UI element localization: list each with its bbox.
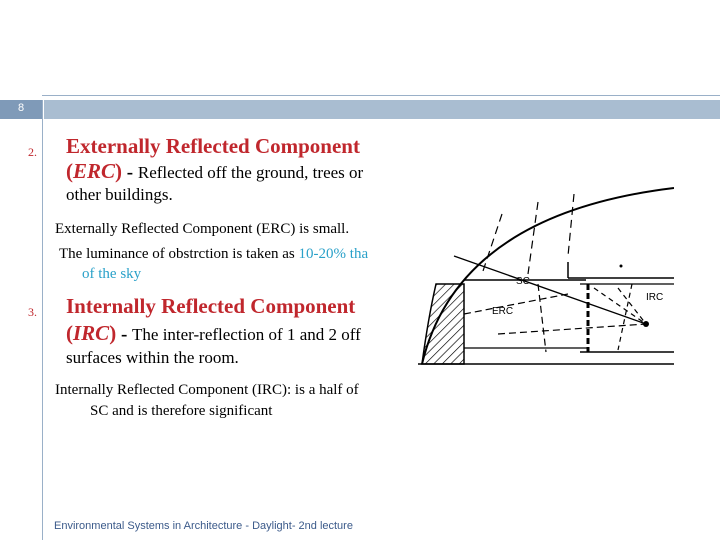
irc-heading: Internally Reflected Component bbox=[66, 294, 356, 318]
erc-heading: Externally Reflected Component bbox=[66, 134, 360, 158]
erc-dash: - bbox=[122, 162, 138, 183]
reference-point bbox=[643, 321, 649, 327]
irc-label: IRC bbox=[646, 292, 664, 303]
sky-ray bbox=[528, 202, 538, 274]
list-marker: 2. bbox=[28, 145, 37, 159]
irc-abbr-open: ( bbox=[66, 321, 73, 345]
sky-ray bbox=[482, 214, 502, 274]
slide-number: 8 bbox=[0, 100, 42, 119]
obstruction-hatch bbox=[422, 284, 464, 364]
erc-abbr-open: ( bbox=[66, 159, 73, 183]
erc-abbr: ERC bbox=[73, 159, 116, 183]
erc-ray bbox=[538, 284, 546, 352]
irc-note-line2: SC and is therefore significant bbox=[90, 403, 273, 419]
left-rule bbox=[42, 100, 43, 540]
irc-description-line1 bbox=[66, 322, 361, 346]
erc-luminance-text: The luminance of obstrction is taken as bbox=[59, 246, 299, 262]
sc-label: SC bbox=[516, 276, 530, 287]
erc-ray bbox=[498, 324, 646, 334]
erc-label: ERC bbox=[492, 306, 514, 317]
daylight-components-diagram bbox=[418, 184, 674, 376]
irc-note-line1: Internally Reflected Component (IRC): is a half of bbox=[55, 382, 359, 398]
sky-point bbox=[620, 265, 623, 268]
irc-ray bbox=[594, 288, 646, 324]
erc-note-luminance bbox=[59, 244, 368, 265]
irc-abbr-close: ) bbox=[109, 321, 117, 345]
sky-ray bbox=[568, 194, 574, 256]
sc-ray bbox=[454, 256, 646, 324]
erc-luminance-percent: 10-20% tha bbox=[298, 246, 369, 262]
list-marker: 3. bbox=[28, 305, 37, 319]
erc-desc-part2: other buildings. bbox=[66, 185, 173, 204]
erc-note-small: Externally Reflected Component (ERC) is small. bbox=[55, 221, 350, 237]
erc-desc-part1: Reflected off the ground, trees or bbox=[137, 163, 364, 182]
irc-dash: - bbox=[116, 324, 133, 345]
header-bar bbox=[44, 100, 720, 119]
irc-desc-part2: surfaces within the room. bbox=[66, 348, 239, 367]
top-divider bbox=[42, 95, 720, 96]
irc-abbr: IRC bbox=[73, 321, 110, 345]
erc-description-line1 bbox=[66, 160, 363, 184]
erc-abbr-close: ) bbox=[115, 159, 123, 183]
irc-desc-part1: The inter-reflection of 1 and 2 off bbox=[132, 325, 361, 344]
footer-text: Environmental Systems in Architecture - Daylight- 2nd lecture bbox=[54, 520, 353, 532]
erc-ray bbox=[464, 294, 568, 314]
erc-luminance-sky: of the sky bbox=[82, 266, 142, 282]
